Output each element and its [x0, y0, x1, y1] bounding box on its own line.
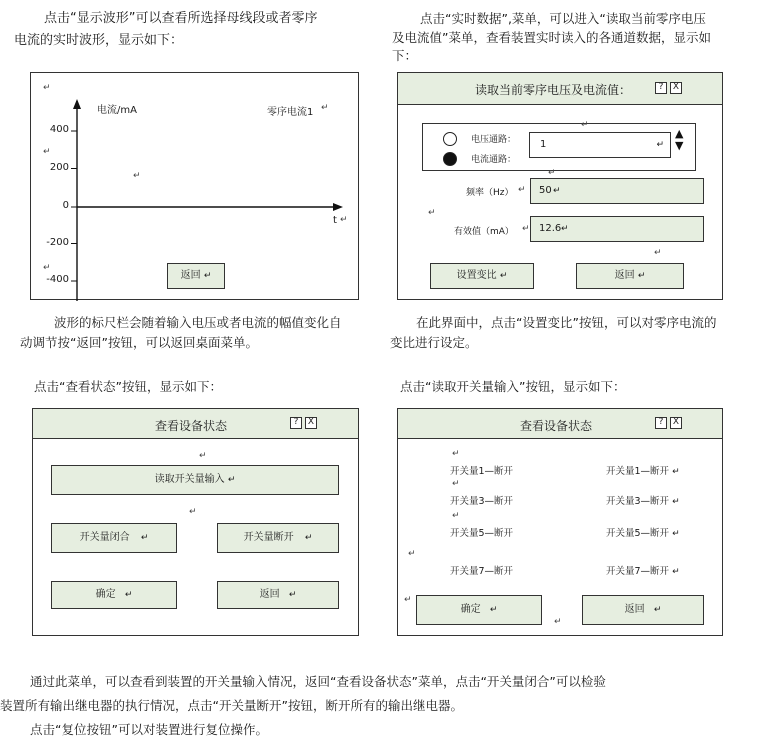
readings-return-button[interactable] — [576, 263, 684, 289]
frequency-value: 50 — [539, 185, 552, 196]
status-window-buttons — [287, 416, 317, 429]
return-mark: ↵ — [428, 208, 436, 218]
read-inputs-button[interactable] — [51, 465, 339, 495]
channel-value: 1 — [540, 139, 547, 150]
stepper-down-icon[interactable]: ▼ — [675, 139, 684, 152]
chart-return-mark: ↵ — [133, 171, 141, 181]
inputs-title-bar — [398, 409, 722, 439]
readings-title-bar — [398, 73, 722, 105]
return-mark: ↵ — [553, 186, 561, 196]
voltage-channel-label: 电压通路： — [471, 135, 517, 145]
status-title-bar — [33, 409, 358, 439]
chart-return-mark: ↵ — [43, 147, 51, 157]
waveform-panel — [30, 72, 359, 300]
y-axis-arrow — [73, 99, 81, 109]
frequency-label: 频率（Hz） — [466, 188, 514, 198]
rms-value: 12.6 — [539, 223, 562, 234]
legend-return-mark: ↵ — [321, 103, 329, 113]
return-mark: ↵ — [288, 590, 297, 600]
inputs-window — [397, 408, 723, 636]
open-switch-button[interactable] — [217, 523, 339, 553]
return-mark: ↵ — [227, 475, 236, 485]
readings-intro-line1: 点击“实时数据”,菜单，可以进入“读取当前零序电压 — [420, 11, 706, 26]
waveform-caption — [20, 312, 370, 354]
rms-label: 有效值（mA） — [454, 227, 514, 237]
return-mark: ↵ — [408, 549, 416, 559]
return-mark: ↵ — [656, 140, 664, 150]
close-switch-button[interactable] — [51, 523, 177, 553]
y-tick-label: 0 — [62, 200, 69, 211]
legend-label: 零序电流1 — [267, 107, 314, 118]
return-mark: ↵ — [304, 533, 313, 543]
readings-intro-line2: 及电流值”菜单，查看装置实时读入的各通道数据，显示如 — [392, 30, 711, 45]
status-return-button[interactable] — [217, 581, 339, 609]
current-radio[interactable] — [443, 152, 457, 166]
return-mark: ↵ — [203, 271, 212, 281]
return-mark: ↵ — [452, 449, 460, 459]
bottom-line1: 通过此菜单，可以查看到装置的开关量输入情况，返回“查看设备状态”菜单，点击“开关量闭合”可以检验 — [30, 674, 606, 689]
x-axis-return-mark: ↵ — [340, 215, 348, 225]
input-item-right: 开关量1—断开 ↵ — [606, 466, 680, 477]
waveform-caption-line2: 动调节按“返回”按钮，可以返回桌面菜单。 — [20, 335, 258, 350]
readings-intro — [392, 8, 764, 67]
channel-stepper[interactable] — [675, 128, 683, 152]
inputs-window-buttons — [652, 416, 682, 429]
channel-group — [422, 120, 696, 171]
y-tick-label: 400 — [49, 124, 69, 135]
y-axis-label: 电流/mA — [97, 105, 137, 116]
rms-field[interactable] — [530, 216, 704, 242]
inputs-confirm-button[interactable] — [416, 595, 542, 625]
return-mark: ↵ — [404, 595, 412, 605]
x-axis-arrow — [333, 203, 343, 211]
status-title: 查看设备状态 — [155, 419, 228, 433]
bottom-paragraph — [0, 670, 765, 742]
inputs-heading: 点击“读取开关量输入”按钮，显示如下： — [400, 379, 626, 394]
y-tick-label: 200 — [49, 161, 69, 173]
return-mark: ↵ — [548, 168, 556, 178]
return-mark: ↵ — [561, 224, 569, 234]
chart-return-mark: ↵ — [43, 83, 51, 93]
help-icon[interactable]: ? — [655, 82, 667, 94]
return-mark: ↵ — [581, 120, 589, 130]
input-item-left: 开关量3—断开 — [450, 496, 514, 507]
input-item-left: 开关量7—断开 — [450, 566, 514, 577]
set-ratio-button[interactable] — [430, 263, 534, 289]
readings-caption — [390, 312, 762, 354]
status-return-label: 返回 — [259, 589, 280, 600]
bottom-line2: 装置所有输出继电器的执行情况，点击“开关量断开”按钮，断开所有的输出继电器。 — [0, 698, 463, 713]
close-icon[interactable]: X — [305, 417, 317, 429]
input-item-right: 开关量7—断开 ↵ — [606, 566, 680, 577]
return-mark: ↵ — [499, 271, 508, 281]
return-mark: ↵ — [124, 590, 133, 600]
return-mark: ↵ — [637, 271, 646, 281]
status-confirm-label: 确定 — [95, 589, 116, 600]
return-mark: ↵ — [452, 479, 460, 489]
chart-return-mark: ↵ — [43, 263, 51, 273]
stepper-up-icon[interactable]: ▲ — [675, 127, 684, 140]
input-item-right: 开关量5—断开 ↵ — [606, 528, 680, 539]
input-item-right: 开关量3—断开 ↵ — [606, 496, 680, 507]
open-switch-label: 开关量断开 — [243, 532, 294, 543]
return-mark: ↵ — [140, 533, 149, 543]
readings-window-buttons — [652, 81, 682, 94]
return-mark: ↵ — [199, 451, 207, 461]
help-icon[interactable]: ? — [655, 417, 667, 429]
close-switch-label: 开关量闭合 — [79, 532, 130, 543]
help-icon[interactable]: ? — [290, 417, 302, 429]
current-channel-label: 电流通路： — [471, 155, 517, 165]
close-icon[interactable]: X — [670, 417, 682, 429]
y-tick-label: -400 — [46, 274, 69, 285]
inputs-title: 查看设备状态 — [520, 419, 593, 433]
readings-caption-line1: 在此界面中，点击“设置变比”按钮，可以对零序电流的 — [416, 315, 717, 330]
status-confirm-button[interactable] — [51, 581, 177, 609]
return-mark: ↵ — [189, 507, 197, 517]
return-mark: ↵ — [522, 224, 530, 234]
return-mark: ↵ — [653, 605, 662, 615]
waveform-caption-line1: 波形的标尺栏会随着输入电压或者电流的幅值变化自 — [54, 315, 342, 330]
waveform-intro-line1: 点击“显示波形”可以查看所选择母线段或者零序 — [44, 11, 318, 26]
waveform-intro — [14, 8, 364, 52]
input-item-left: 开关量1—断开 — [450, 466, 514, 477]
waveform-return-button[interactable] — [167, 263, 225, 289]
return-mark: ↵ — [489, 605, 498, 615]
bottom-line3: 点击“复位按钮”可以对装置进行复位操作。 — [30, 722, 268, 737]
voltage-radio[interactable] — [443, 132, 457, 146]
set-ratio-label: 设置变比 — [456, 270, 497, 281]
readings-return-label: 返回 — [614, 270, 635, 281]
inputs-return-label: 返回 — [624, 604, 645, 615]
return-mark: ↵ — [518, 185, 526, 195]
waveform-intro-line2: 电流的实时波形，显示如下： — [14, 33, 184, 48]
input-item-left: 开关量5—断开 — [450, 528, 514, 539]
return-mark: ↵ — [452, 511, 460, 521]
readings-window — [397, 72, 723, 300]
waveform-return-label: 返回 — [180, 270, 201, 281]
status-heading: 点击“查看状态”按钮，显示如下： — [34, 379, 222, 394]
readings-caption-line2: 变比进行设定。 — [390, 335, 478, 350]
y-tick-label: -200 — [46, 236, 69, 248]
channel-select[interactable] — [529, 132, 671, 158]
frequency-field[interactable] — [530, 178, 704, 204]
inputs-return-button[interactable] — [582, 595, 704, 625]
read-inputs-label: 读取开关量输入 — [154, 474, 225, 485]
return-mark: ↵ — [554, 617, 562, 627]
readings-intro-line3: 下： — [392, 48, 418, 63]
return-mark: ↵ — [654, 248, 662, 258]
inputs-confirm-label: 确定 — [460, 604, 481, 615]
close-icon[interactable]: X — [670, 82, 682, 94]
status-window — [32, 408, 359, 636]
readings-title: 读取当前零序电压及电流值： — [475, 83, 632, 97]
x-axis-label: t — [333, 215, 337, 226]
